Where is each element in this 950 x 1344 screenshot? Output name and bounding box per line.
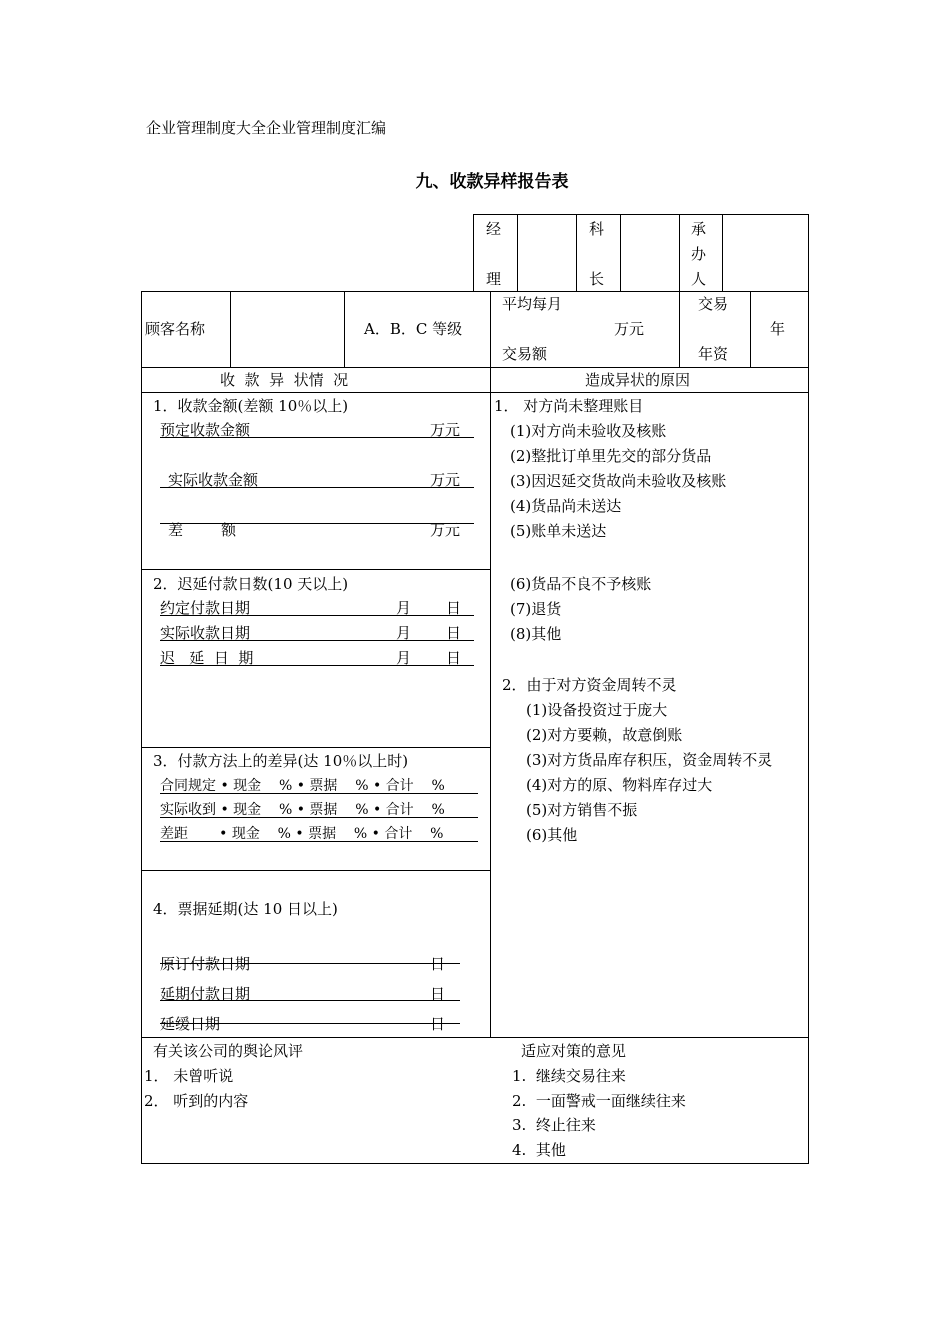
approval-manager-1: 经: [486, 220, 502, 238]
left-section-header: 收 款 异 状情 况: [220, 371, 349, 389]
countermeasure-item-1: 1. 继续交易往来: [512, 1067, 626, 1085]
countermeasure-item-4: 4. 其他: [512, 1141, 566, 1159]
reason-1-4: (4)货品尚未送达: [510, 497, 622, 515]
s2-row-1-label: 约定付款日期: [160, 599, 251, 617]
avg-monthly-label-2: 交易额: [502, 345, 548, 363]
document-header: 企业管理制度大全企业管理制度汇编: [146, 119, 387, 137]
approval-box: [473, 214, 809, 292]
s4-row-1-label: 原订付款日期: [160, 955, 251, 973]
form-title: 九、收款异样报告表: [415, 172, 569, 192]
countermeasure-item-2: 2. 一面警戒一面继续往来: [512, 1092, 686, 1110]
unit-wan-label: 万元: [614, 320, 645, 338]
opinion-item-1: 1． 未曾听说: [144, 1067, 234, 1085]
s1-title: 1．收款金额(差额 10％以上): [153, 397, 349, 415]
right-section-header: 造成异状的原因: [585, 371, 691, 389]
s2-row-1-m: 月: [396, 599, 412, 617]
s2-row-3-m: 月: [396, 649, 412, 667]
s2-row-3-d: 日: [446, 649, 462, 667]
approval-handler-3: 人: [691, 270, 707, 288]
reason-group-2-title: 2．由于对方资金周转不灵: [502, 676, 677, 694]
s2-row-3-label: 迟 延 日 期: [160, 649, 254, 667]
reason-2-1: (1)设备投资过于庞大: [526, 701, 668, 719]
s2-row-1-d: 日: [446, 599, 462, 617]
reason-2-3: (3)对方货品库存积压，资金周转不灵: [526, 751, 773, 769]
approval-handler-1: 承: [691, 220, 707, 238]
s3-title: 3．付款方法上的差异(达 10％以上时): [153, 752, 409, 770]
reason-group-1-title: 1． 对方尚未整理账目: [494, 397, 644, 415]
reason-2-2: (2)对方要赖，故意倒账: [526, 726, 683, 744]
s2-row-2-label: 实际收款日期: [160, 624, 251, 642]
reason-2-5: (5)对方销售不振: [526, 801, 638, 819]
approval-manager-2: 理: [486, 270, 502, 288]
customer-name-label: 顾客名称: [145, 320, 206, 338]
s1-row-3-unit: 万元: [430, 521, 461, 539]
s2-title: 2．迟延付款日数(10 天以上): [153, 575, 349, 593]
s4-row-3-d: 日: [430, 1015, 446, 1033]
s4-row-2-d: 日: [430, 985, 446, 1003]
trade-years-label-2: 年资: [698, 345, 729, 363]
year-label: 年: [770, 320, 786, 338]
s1-row-2-unit: 万元: [430, 471, 461, 489]
s3-row-1: 合同规定 • 现金 % • 票据 % • 合计 %: [160, 778, 445, 794]
s3-row-2: 实际收到 • 现金 % • 票据 % • 合计 %: [160, 802, 445, 818]
approval-section-1: 科: [589, 220, 605, 238]
s4-row-3-label: 延缓日期: [160, 1015, 221, 1033]
countermeasure-item-3: 3. 终止往来: [512, 1116, 596, 1134]
trade-years-label-1: 交易: [698, 295, 729, 313]
s4-title: 4．票据延期(达 10 日以上): [153, 900, 338, 918]
approval-handler-2: 办: [691, 245, 707, 263]
reason-2-4: (4)对方的原、物料库存过大: [526, 776, 713, 794]
approval-section-2: 长: [589, 270, 605, 288]
reason-1-6: (6)货品不良不予核账: [510, 575, 652, 593]
avg-monthly-label-1: 平均每月: [502, 295, 563, 313]
reason-1-1: (1)对方尚未验收及核账: [510, 422, 667, 440]
opinion-item-2: 2． 听到的内容: [144, 1092, 249, 1110]
s4-row-1-d: 日: [430, 955, 446, 973]
s2-row-2-m: 月: [396, 624, 412, 642]
s2-row-2-d: 日: [446, 624, 462, 642]
s1-row-1-unit: 万元: [430, 421, 461, 439]
reason-1-2: (2)整批订单里先交的部分货品: [510, 447, 712, 465]
s1-row-1-label: 预定收款金额: [160, 421, 251, 439]
reason-1-8: (8)其他: [510, 625, 562, 643]
grade-label: A．B．C 等级: [364, 320, 463, 338]
opinion-title: 有关该公司的舆论风评: [153, 1042, 304, 1060]
s3-row-3: 差距 • 现金 % • 票据 % • 合计 %: [160, 826, 444, 842]
countermeasure-title: 适应对策的意见: [521, 1042, 627, 1060]
reason-2-6: (6)其他: [526, 826, 578, 844]
reason-1-3: (3)因迟延交货故尚未验收及核账: [510, 472, 727, 490]
reason-1-5: (5)账单未送达: [510, 522, 607, 540]
s1-row-2-label: 实际收款金额: [168, 471, 259, 489]
reason-1-7: (7)退货: [510, 600, 562, 618]
s4-row-2-label: 延期付款日期: [160, 985, 251, 1003]
s1-row-3-label: 差 额: [168, 521, 237, 539]
